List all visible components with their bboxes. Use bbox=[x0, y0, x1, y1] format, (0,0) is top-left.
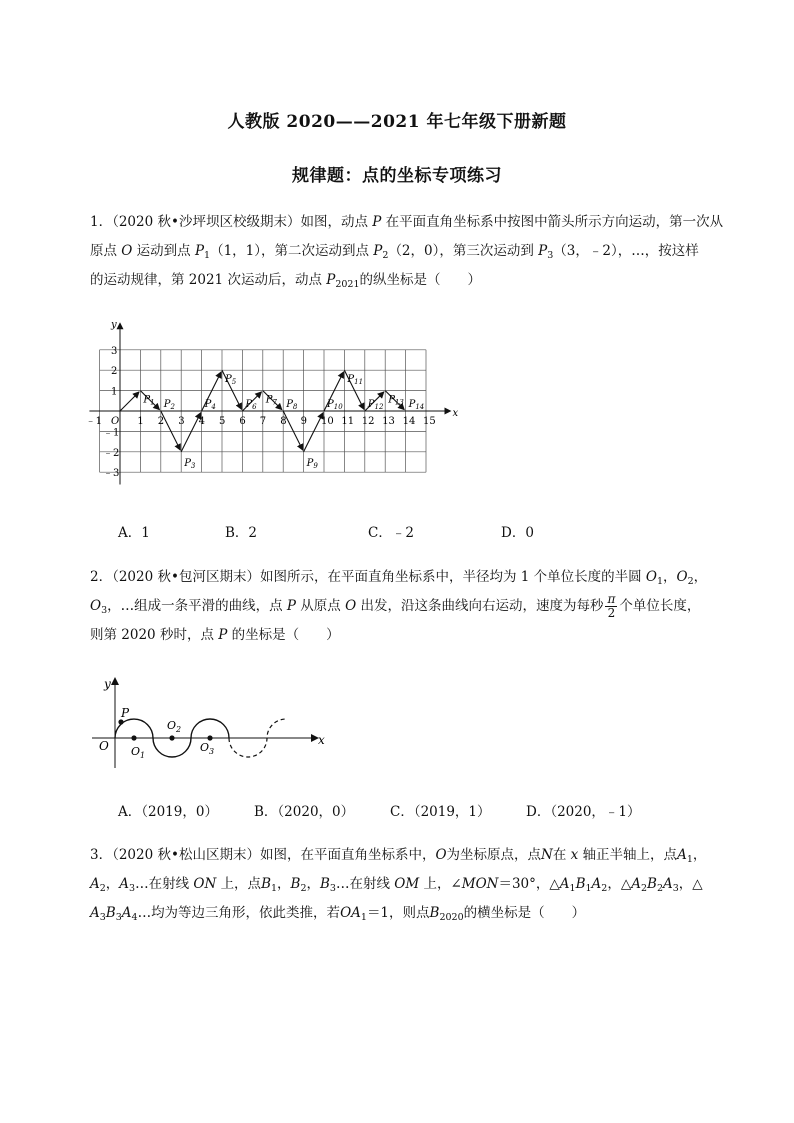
q1-point-label-p10: $P_{10}$ bbox=[327, 399, 343, 411]
q2-o2-label: $O_2$ bbox=[167, 719, 182, 734]
q2-line-1: 2．（2020 秋•包河区期末）如图所示，在平面直角坐标系中，半径均为 1 个单位长度的半圆 $O_1$，$O_2$， bbox=[90, 569, 708, 587]
question-1 bbox=[90, 208, 730, 295]
q1-x-tick-label: 1 bbox=[137, 416, 144, 427]
q1-x-tick-label: 5 bbox=[219, 416, 226, 427]
q1-point-label-p3: $P_3$ bbox=[184, 457, 196, 470]
q1-x-tick-label: 4 bbox=[198, 416, 205, 427]
q1-line-3: 的运动规律，第 2021 次运动后，动点 $P_{2021}$的纵坐标是（ ） bbox=[90, 272, 482, 290]
q1-labels bbox=[86, 319, 459, 479]
q1-point-label-p5: $P_5$ bbox=[225, 374, 237, 387]
q1-line-2: 原点 O 运动到点 $P_1(1$，1），第二次运动到点 $P_2(2$，0），第三次运动到 $P_3(3$，﹣2），…，按这样 bbox=[90, 243, 699, 261]
q2-center-o2 bbox=[169, 735, 174, 740]
q1-y-tick-label: ﹣3 bbox=[103, 468, 120, 480]
q1-x-tick-label: 3 bbox=[178, 416, 185, 427]
pi-over-2-fraction: $\frac{\pi}{2}$ bbox=[607, 592, 616, 620]
q3-line-3: $A_3B_3A_4\dots$均为等边三角形，依此类推，若$OA_1=1$，则点$B_{2020}$的横坐标是（ ） bbox=[90, 905, 586, 923]
q1-point-label-p7: $P_7$ bbox=[265, 394, 278, 407]
question-2 bbox=[90, 563, 730, 650]
q1-x-tick-label: 10 bbox=[321, 416, 334, 427]
q1-x-tick-label: 9 bbox=[300, 416, 307, 427]
q1-x-tick-label: 7 bbox=[259, 416, 267, 427]
q1-x-axis-label: x bbox=[452, 408, 459, 419]
q2-o1-label: $O_1$ bbox=[131, 745, 146, 760]
q1-option-a[interactable]: A．1 bbox=[118, 525, 150, 541]
q2-o3-label: $O_3$ bbox=[200, 741, 215, 756]
q1-x-tick-label: 8 bbox=[280, 416, 287, 427]
q1-x-tick-label: 15 bbox=[423, 416, 436, 427]
q1-option-d[interactable]: D．0 bbox=[501, 525, 534, 541]
q1-line-1: 1．（2020 秋•沙坪坝区校级期末）如图，动点 P 在平面直角坐标系中按图中箭头所示方向运动，第一次从 bbox=[90, 214, 724, 230]
q3-line-1: 3．（2020 秋•松山区期末）如图，在平面直角坐标系中，O为坐标原点，点N在 x 轴正半轴上，点$A_1$， bbox=[90, 847, 707, 865]
q1-y-tick-label: 1 bbox=[111, 386, 118, 398]
q2-origin-label: O bbox=[99, 739, 109, 753]
q1-origin-label: O bbox=[111, 416, 120, 427]
q1-x-tick-label: ﹣1 bbox=[85, 416, 102, 427]
q1-point-label-p1: $P_1$ bbox=[143, 394, 155, 407]
question-3 bbox=[90, 841, 730, 928]
q2-option-c[interactable]: C．（2019，1） bbox=[390, 804, 491, 820]
q1-point-label-p11: $P_{11}$ bbox=[347, 374, 364, 387]
q1-path-segment bbox=[120, 392, 139, 411]
q1-options bbox=[118, 521, 534, 541]
q1-x-tick-label: 11 bbox=[341, 416, 355, 427]
q1-point-label-p6: $P_6$ bbox=[245, 399, 257, 411]
q2-option-a[interactable]: A．（2019，0） bbox=[118, 804, 218, 820]
q1-coordinate-figure bbox=[0, 310, 794, 510]
q1-point-label-p14: $P_{14}$ bbox=[408, 399, 425, 411]
q1-y-tick-label: ﹣2 bbox=[103, 447, 120, 459]
q1-point-label-p2: $P_2$ bbox=[163, 399, 176, 411]
q2-option-b[interactable]: B．（2020，0） bbox=[254, 804, 355, 820]
q2-center-o3 bbox=[207, 735, 212, 740]
q2-center-o1 bbox=[131, 735, 136, 740]
q1-x-tick-label: 13 bbox=[382, 416, 395, 427]
q1-point-label-p8: $P_8$ bbox=[286, 399, 298, 411]
page-subtitle: 规律题：点的坐标专项练习 bbox=[292, 166, 502, 186]
q2-option-d[interactable]: D．（2020，﹣1） bbox=[526, 804, 641, 820]
q1-point-label-p12: $P_{12}$ bbox=[367, 399, 384, 411]
q2-semicircle-figure bbox=[0, 672, 794, 772]
q2-x-label: x bbox=[318, 733, 325, 747]
q1-point-label-p9: $P_9$ bbox=[306, 457, 318, 470]
q2-point-p bbox=[118, 719, 123, 724]
q1-x-tick-label: 14 bbox=[402, 416, 416, 427]
q1-x-tick-label: 2 bbox=[157, 416, 165, 427]
q1-y-tick-label: 3 bbox=[111, 345, 118, 357]
q1-y-axis-label: y bbox=[111, 319, 117, 331]
page-title: 人教版 2020——2021 年七年级下册新题 bbox=[227, 112, 567, 132]
q1-option-b[interactable]: B．2 bbox=[225, 525, 258, 541]
q1-option-c[interactable]: C．﹣2 bbox=[368, 525, 414, 541]
q1-y-tick-label: 2 bbox=[111, 366, 118, 378]
q1-point-label-p4: $P_4$ bbox=[204, 399, 216, 411]
q2-line-2: $O_3$，…组成一条平滑的曲线，点 P 从原点 O 出发，沿这条曲线向右运动，速度为每秒 $\frac{\pi}{2}$ 个单位长度， bbox=[90, 592, 701, 620]
q2-p-label: P bbox=[121, 706, 130, 720]
q1-y-tick-label: ﹣1 bbox=[103, 427, 120, 439]
q2-options bbox=[118, 800, 641, 820]
q3-line-2: $A_2$，$A_3\dots$在射线 ON 上，点$B_1$，$B_2$，$B_3\dots$在射线 OM 上，∠MON＝30°，$\triangle A_1B_1A_2$，$\triangle A_2B_2A_3$，△ bbox=[90, 876, 703, 894]
q2-y-label: y bbox=[104, 677, 111, 691]
q2-line-3: 则第 2020 秒时，点 P 的坐标是（ ） bbox=[90, 627, 340, 643]
q1-x-tick-label: 6 bbox=[239, 416, 246, 427]
q1-x-tick-label: 12 bbox=[361, 416, 375, 427]
q1-point-label-p13: $P_{13}$ bbox=[388, 394, 404, 407]
